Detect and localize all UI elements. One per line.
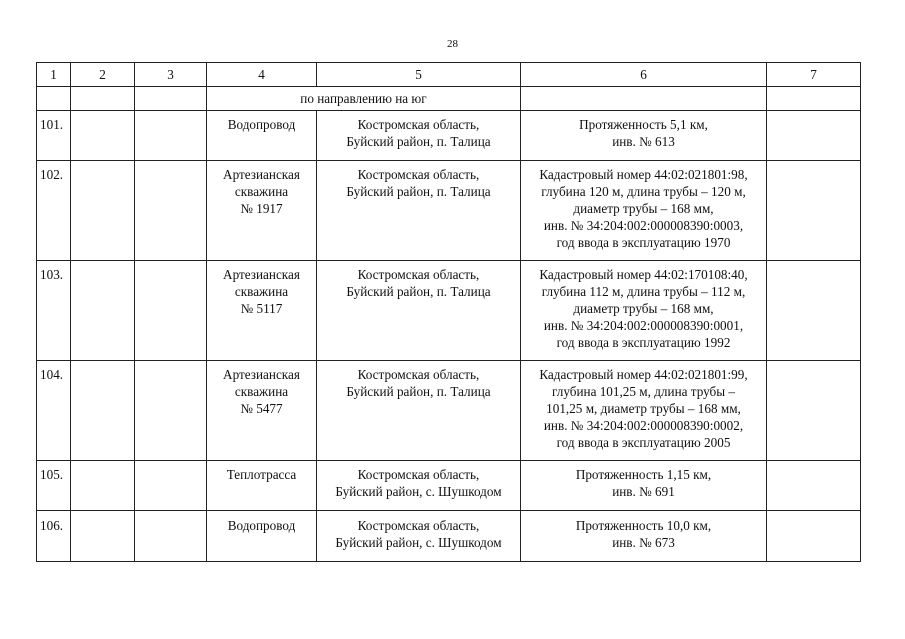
- row-number: 104.: [37, 361, 71, 461]
- object-name: Артезианская скважина № 5117: [207, 261, 317, 361]
- table-cell: [767, 161, 861, 261]
- table-cell: [767, 261, 861, 361]
- property-table: [36, 62, 861, 562]
- column-header: 7: [767, 63, 861, 87]
- row-number: 102.: [37, 161, 71, 261]
- object-details: Кадастровый номер 44:02:021801:99, глубина 101,25 м, длина трубы – 101,25 м, диаметр трубы – 168 мм, инв. № 34:204:002:000008390:0002, год ввода в эксплуатацию 2005: [521, 361, 767, 461]
- table-cell: [71, 111, 135, 161]
- column-header: 2: [71, 63, 135, 87]
- column-header: 1: [37, 63, 71, 87]
- table-cell: [71, 511, 135, 562]
- table-cell: [135, 511, 207, 562]
- row-number: 105.: [37, 461, 71, 511]
- column-header: 3: [135, 63, 207, 87]
- continuation-text: по направлению на юг: [207, 87, 521, 111]
- table-cell: [135, 461, 207, 511]
- object-details: Кадастровый номер 44:02:021801:98, глубина 120 м, длина трубы – 120 м, диаметр трубы – 168 мм, инв. № 34:204:002:000008390:0003, год ввода в эксплуатацию 1970: [521, 161, 767, 261]
- table-cell: [71, 461, 135, 511]
- object-location: Костромская область, Буйский район, п. Талица: [317, 111, 521, 161]
- table-cell: [767, 461, 861, 511]
- page-number: 28: [447, 38, 458, 50]
- table-cell: [767, 361, 861, 461]
- row-number: 101.: [37, 111, 71, 161]
- object-name: Артезианская скважина № 5477: [207, 361, 317, 461]
- table-cell: [767, 87, 861, 111]
- column-header: 5: [317, 63, 521, 87]
- object-details: Кадастровый номер 44:02:170108:40, глубина 112 м, длина трубы – 112 м, диаметр трубы – 168 мм, инв. № 34:204:002:000008390:0001, год ввода в эксплуатацию 1992: [521, 261, 767, 361]
- object-location: Костромская область, Буйский район, с. Шушкодом: [317, 511, 521, 562]
- table-cell: [71, 261, 135, 361]
- row-number: 106.: [37, 511, 71, 562]
- table-row: [37, 461, 861, 511]
- column-numbers-row: [37, 63, 861, 87]
- table-cell: [71, 361, 135, 461]
- table-row: [37, 261, 861, 361]
- object-details: Протяженность 1,15 км, инв. № 691: [521, 461, 767, 511]
- table-cell: [135, 361, 207, 461]
- object-name: Артезианская скважина № 1917: [207, 161, 317, 261]
- continuation-row: [37, 87, 861, 111]
- column-header: 4: [207, 63, 317, 87]
- object-location: Костромская область, Буйский район, с. Шушкодом: [317, 461, 521, 511]
- object-name: Водопровод: [207, 111, 317, 161]
- table-cell: [135, 111, 207, 161]
- object-location: Костромская область, Буйский район, п. Талица: [317, 361, 521, 461]
- object-details: Протяженность 5,1 км, инв. № 613: [521, 111, 767, 161]
- object-details: Протяженность 10,0 км, инв. № 673: [521, 511, 767, 562]
- table-cell: [135, 161, 207, 261]
- table-cell: [71, 87, 135, 111]
- table-cell: [135, 87, 207, 111]
- object-name: Теплотрасса: [207, 461, 317, 511]
- object-location: Костромская область, Буйский район, п. Талица: [317, 161, 521, 261]
- table-row: [37, 111, 861, 161]
- table-row: [37, 161, 861, 261]
- object-name: Водопровод: [207, 511, 317, 562]
- object-location: Костромская область, Буйский район, п. Талица: [317, 261, 521, 361]
- table-cell: [767, 111, 861, 161]
- row-number: 103.: [37, 261, 71, 361]
- table-row: [37, 361, 861, 461]
- table-cell: [135, 261, 207, 361]
- table-cell: [767, 511, 861, 562]
- column-header: 6: [521, 63, 767, 87]
- table-cell: [71, 161, 135, 261]
- table-cell: [521, 87, 767, 111]
- table-row: [37, 511, 861, 562]
- table-cell: [37, 87, 71, 111]
